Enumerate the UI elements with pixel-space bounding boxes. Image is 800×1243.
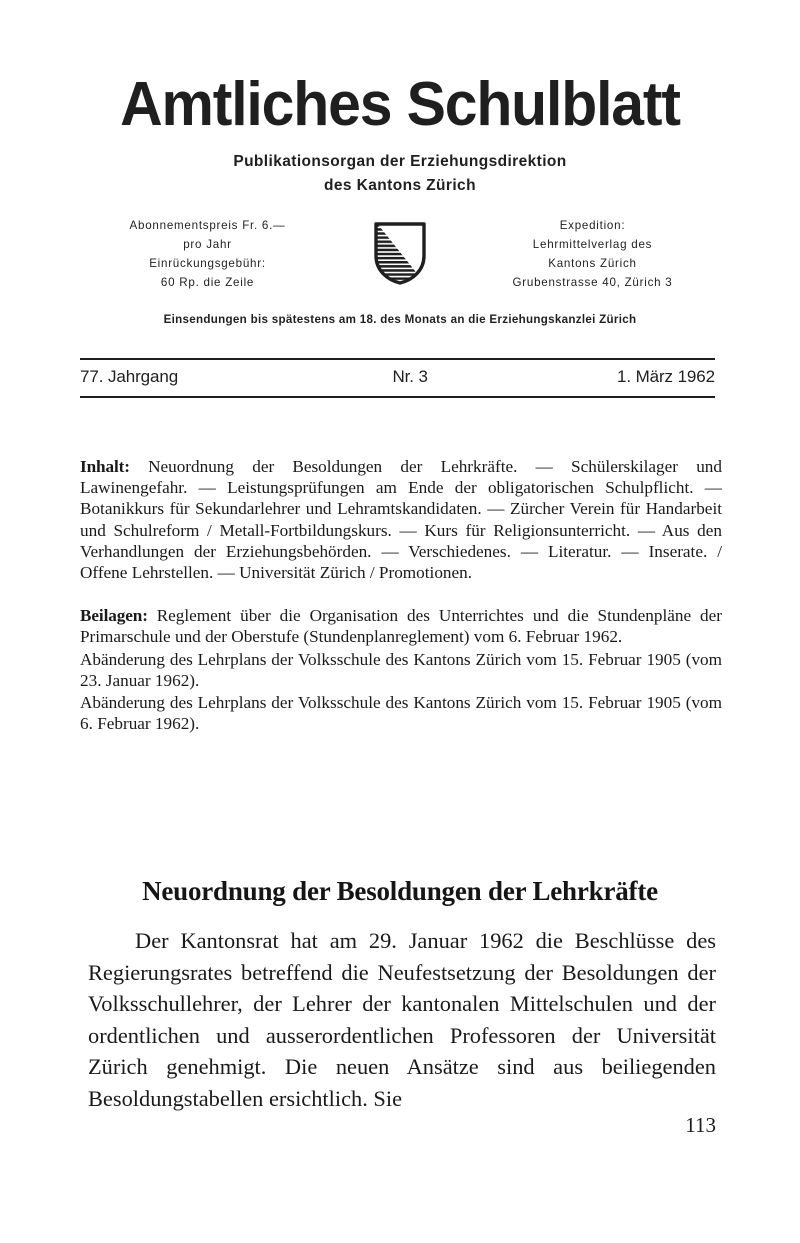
supplements-label: Beilagen: bbox=[80, 606, 157, 626]
submission-notice: Einsendungen bis spätestens am 18. des Monats an die Erziehungskanzlei Zürich bbox=[163, 313, 637, 326]
expedition-line-3: Kantons Zürich bbox=[548, 257, 637, 270]
masthead bbox=[0, 70, 800, 139]
table-of-contents bbox=[80, 456, 722, 583]
expedition-info bbox=[465, 216, 720, 292]
supplement-text-1: Reglement über die Organisation des Unterrichtes und die Stundenpläne der Primarschule und der Oberstufe (Stundenplanreglement) vom 6. Februar 1962. bbox=[80, 606, 723, 647]
masthead-info-row bbox=[80, 216, 720, 292]
article-paragraph: Der Kantonsrat hat am 29. Januar 1962 die Beschlüsse des Regierungsrates betreffend die Neufestsetzung der Besoldungen der Volksschullehrer, der Lehrer der kantonalen Mittelschulen und der ordentlichen und ausserordentlichen Professoren der Universität Zürich genehmigt. Die neuen Ansätze sind aus beiliegenden Besoldungstabellen ersichtlich. Sie bbox=[88, 928, 716, 1111]
supplement-entry: Abänderung des Lehrplans der Volksschule des Kantons Zürich vom 15. Februar 1905 (vom 6. Februar 1962). bbox=[80, 693, 722, 734]
expedition-line-4: Grubenstrasse 40, Zürich 3 bbox=[512, 276, 673, 289]
contents-paragraph bbox=[80, 456, 722, 583]
article-body bbox=[88, 925, 716, 1114]
expedition-line-2: Lehrmittelverlag des bbox=[532, 238, 653, 251]
expedition-line-1: Expedition: bbox=[559, 219, 626, 232]
subscription-line-2: pro Jahr bbox=[183, 238, 232, 251]
publication-title: Amtliches Schulblatt bbox=[120, 70, 680, 139]
front-matter bbox=[80, 456, 722, 734]
supplement-entry bbox=[80, 605, 722, 647]
subscription-line-3: Einrückungsgebühr: bbox=[149, 257, 266, 270]
issue-date: 1. März 1962 bbox=[616, 367, 715, 386]
publication-subtitle bbox=[0, 150, 800, 198]
subscription-info bbox=[80, 216, 335, 292]
issue-volume: 77. Jahrgang bbox=[80, 367, 179, 386]
issue-bar bbox=[80, 358, 715, 398]
subscription-line-4: 60 Rp. die Zeile bbox=[160, 276, 255, 289]
subtitle-line-1: Publikationsorgan der Erziehungsdirektion bbox=[233, 153, 567, 170]
subscription-line-1: Abonnementspreis Fr. 6.— bbox=[129, 219, 286, 232]
issue-number: Nr. 3 bbox=[392, 367, 428, 386]
supplement-entry: Abänderung des Lehrplans der Volksschule des Kantons Zürich vom 15. Februar 1905 (vom 23. Januar 1962). bbox=[80, 649, 722, 690]
supplements-list bbox=[80, 605, 722, 734]
article-title: Neuordnung der Besoldungen der Lehrkräfte bbox=[142, 876, 658, 907]
page-number: 113 bbox=[685, 1113, 716, 1137]
subtitle-line-2: des Kantons Zürich bbox=[324, 177, 476, 194]
contents-text: Neuordnung der Besoldungen der Lehrkräfte. — Schülerskilager und Lawinengefahr. — Leistungsprüfungen am Ende der obligatorischen Schulpflicht. — Botanikkurs für Sekundarlehrer und Lehramtskandidaten. — Zürcher Verein für Handarbeit und Schulreform / Metall-Fortbildungskurs. — Kurs für Religionsunterricht. — Aus den Verhandlungen der Erziehungsbehörden. — Verschiedenes. — Literatur. — Inserate. / Offene Lehrstellen. — Universität Zürich / Promotionen. bbox=[80, 457, 722, 583]
zurich-coat-of-arms-icon bbox=[369, 216, 431, 286]
contents-label: Inhalt: bbox=[80, 457, 149, 476]
